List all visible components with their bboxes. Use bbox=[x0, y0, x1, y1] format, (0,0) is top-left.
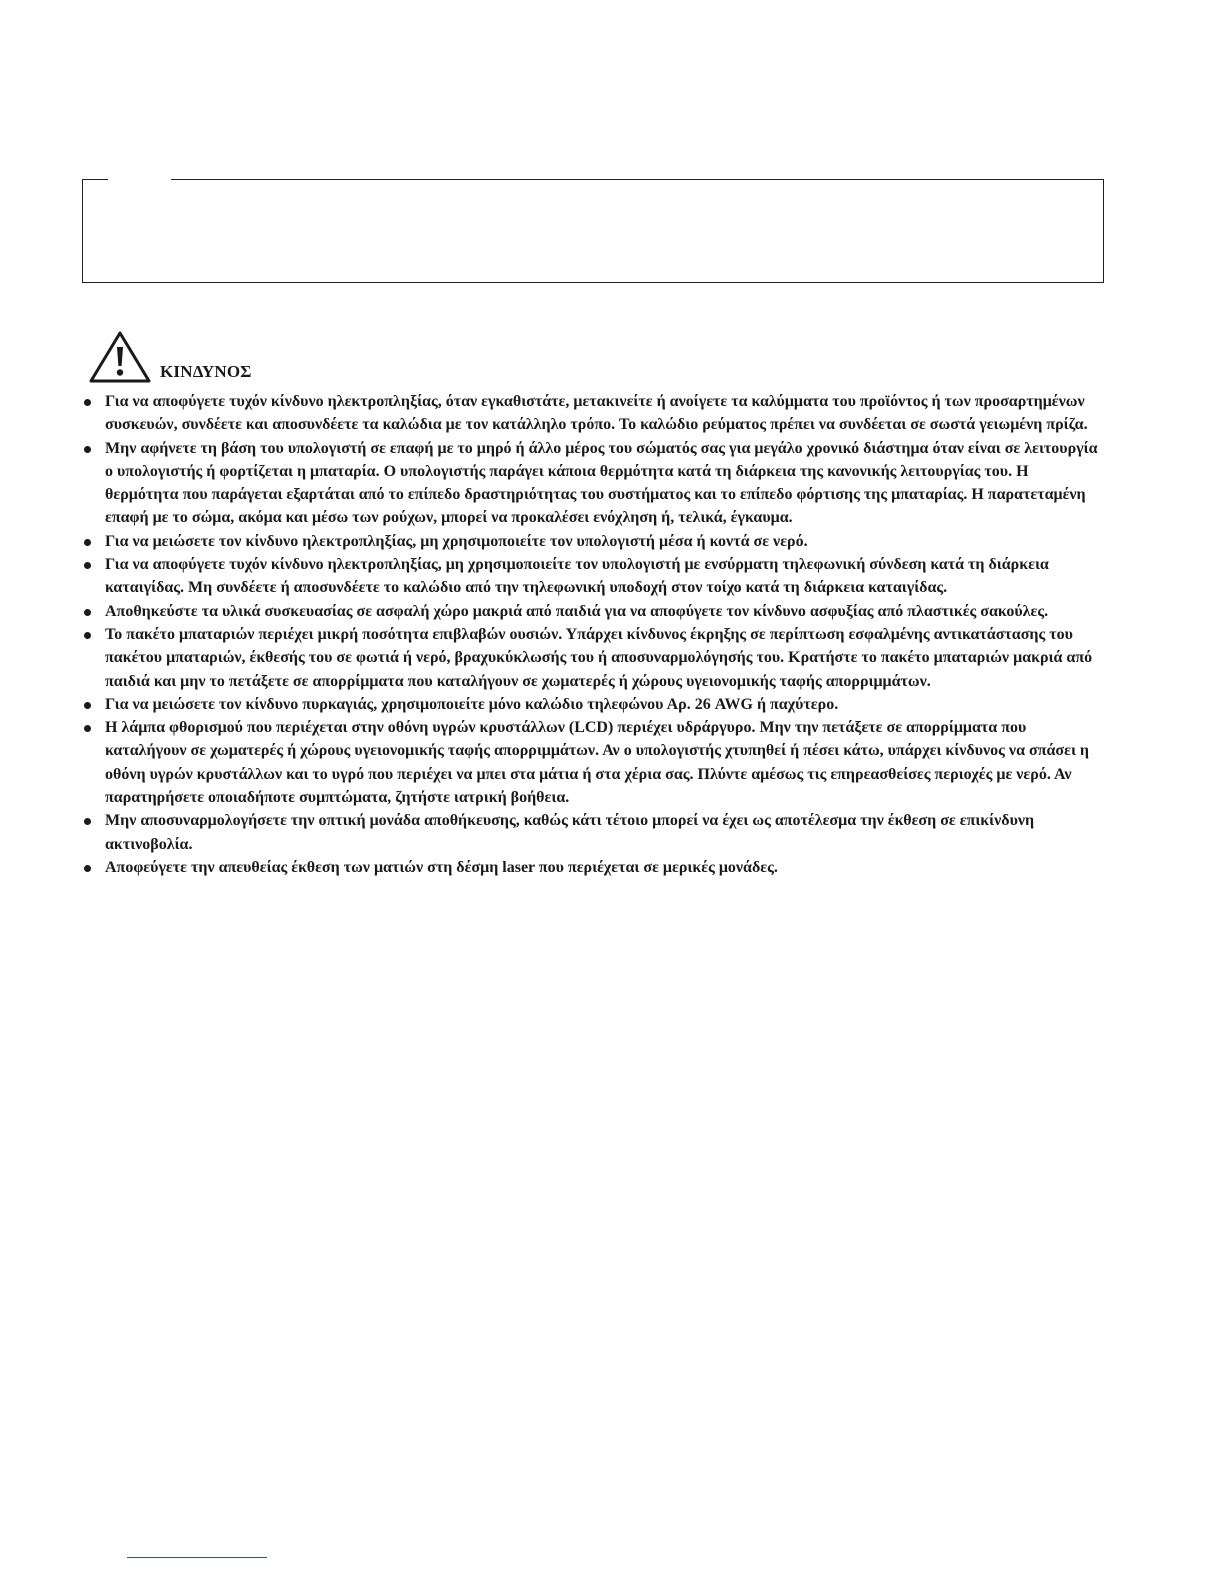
bullet-icon bbox=[84, 539, 91, 546]
list-item-text: Για να μειώσετε τον κίνδυνο πυρκαγιάς, χρησιμοποιείτε μόνο καλώδιο τηλεφώνου Αρ. 26 AWG ή παχύτερο. bbox=[105, 695, 839, 713]
bullet-icon bbox=[84, 865, 91, 872]
bullet-icon bbox=[84, 818, 91, 825]
list-item-text: Για να μειώσετε τον κίνδυνο ηλεκτροπληξίας, μη χρησιμοποιείτε τον υπολογιστή μέσα ή κοντά σε νερό. bbox=[105, 532, 808, 550]
bullet-icon bbox=[84, 609, 91, 616]
list-item bbox=[82, 809, 1102, 856]
notice-box-top-border bbox=[171, 179, 1104, 180]
list-item-text: Για να αποφύγετε τυχόν κίνδυνο ηλεκτροπληξίας, μη χρησιμοποιείτε τον υπολογιστή με ενσύρματη τηλεφωνική σύνδεση κατά τη διάρκεια καταιγίδας. Μη συνδέετε ή αποσυνδέετε το καλώδιο από την τηλεφωνική υποδοχή στον τοίχο κατά τη διάρκεια καταιγίδας. bbox=[105, 556, 1049, 597]
empty-notice-box bbox=[82, 179, 1104, 283]
danger-header bbox=[88, 330, 252, 384]
list-item bbox=[82, 437, 1102, 530]
list-item-text: Μην αφήνετε τη βάση του υπολογιστή σε επαφή με το μηρό ή άλλο μέρος του σώματός σας για μεγάλο χρονικό διάστημα όταν είναι σε λειτουργία ο υπολογιστής ή φορτίζεται η μπαταρία. Ο υπολογιστής παράγει κάποια θερμότητα κατά τη διάρκεια της κανονικής λειτουργίας του. Η θερμότητα που παράγεται εξαρτάται από το επίπεδο δραστηριότητας του συστήματος και το επίπεδο φόρτισης της μπαταρίας. Η παρατεταμένη επαφή με το σώμα, ακόμα και μέσω των ρούχων, μπορεί να προκαλέσει ενόχληση ή, τελικά, έγκαυμα. bbox=[105, 439, 1098, 527]
bullet-icon bbox=[84, 399, 91, 406]
list-item-text: Αποθηκεύστε τα υλικά συσκευασίας σε ασφαλή χώρο μακριά από παιδιά για να αποφύγετε τον κίνδυνο ασφυξίας από πλαστικές σακούλες. bbox=[105, 602, 1049, 620]
list-item bbox=[82, 623, 1102, 693]
bullet-icon bbox=[84, 446, 91, 453]
list-item-text: Για να αποφύγετε τυχόν κίνδυνο ηλεκτροπληξίας, όταν εγκαθιστάτε, μετακινείτε ή ανοίγετε τα καλύμματα του προϊόντος ή των προσαρτημένων συσκευών, συνδέετε και αποσυνδέετε τα καλώδια με τον κατάλληλο τρόπο. Το καλώδιο ρεύματος πρέπει να συνδέεται σε σωστά γειωμένη πρίζα. bbox=[105, 393, 1088, 434]
list-item-text: Αποφεύγετε την απευθείας έκθεση των ματιών στη δέσμη laser που περιέχεται σε μερικές μονάδες. bbox=[105, 858, 778, 876]
list-item bbox=[82, 856, 1102, 879]
list-item bbox=[82, 553, 1102, 600]
list-item-text: Το πακέτο μπαταριών περιέχει μικρή ποσότητα επιβλαβών ουσιών. Υπάρχει κίνδυνος έκρηξης σε περίπτωση εσφαλμένης αντικατάστασης του πακέτου μπαταριών, έκθεσής του σε φωτιά ή νερό, βραχυκύκλωσής του ή αποσυναρμολόγησής του. Κρατήστε το πακέτο μπαταριών μακριά από παιδιά και μην το πετάξετε σε απορρίμματα που καταλήγουν σε χωματερές ή χώρους υγειονομικής ταφής απορριμμάτων. bbox=[105, 625, 1093, 690]
bullet-icon bbox=[84, 632, 91, 639]
notice-box-top-border-left bbox=[82, 179, 108, 180]
footer-rule bbox=[127, 1557, 267, 1558]
list-item bbox=[82, 716, 1102, 809]
list-item bbox=[82, 600, 1102, 623]
bullet-icon bbox=[84, 562, 91, 569]
list-item bbox=[82, 390, 1102, 437]
list-item bbox=[82, 530, 1102, 553]
danger-title: ΚΙΝΔΥΝΟΣ bbox=[160, 362, 252, 381]
list-item bbox=[82, 693, 1102, 716]
list-item-text: Μην αποσυναρμολογήσετε την οπτική μονάδα αποθήκευσης, καθώς κάτι τέτοιο μπορεί να έχει ως αποτέλεσμα την έκθεση σε επικίνδυνη ακτινοβολία. bbox=[105, 812, 1035, 853]
list-item-text: Η λάμπα φθορισμού που περιέχεται στην οθόνη υγρών κρυστάλλων (LCD) περιέχει υδράργυρο. Μην την πετάξετε σε απορρίμματα που καταλήγουν σε χωματερές ή χώρους υγειονομικής ταφής απορριμμάτων. Αν ο υπολογιστής χτυπηθεί ή πέσει κάτω, υπάρχει κίνδυνος να σπάσει η οθόνη υγρών κρυστάλλων και το υγρό που περιέχει να μπει στα μάτια ή στα χέρια σας. Πλύντε αμέσως τις επηρεασθείσες περιοχές με νερό. Αν παρατηρήσετε οποιαδήποτε συμπτώματα, ζητήστε ιατρική βοήθεια. bbox=[105, 719, 1089, 807]
warning-triangle-icon bbox=[88, 330, 152, 384]
bullet-icon bbox=[84, 702, 91, 709]
bullet-icon bbox=[84, 725, 91, 732]
danger-list bbox=[82, 390, 1102, 879]
